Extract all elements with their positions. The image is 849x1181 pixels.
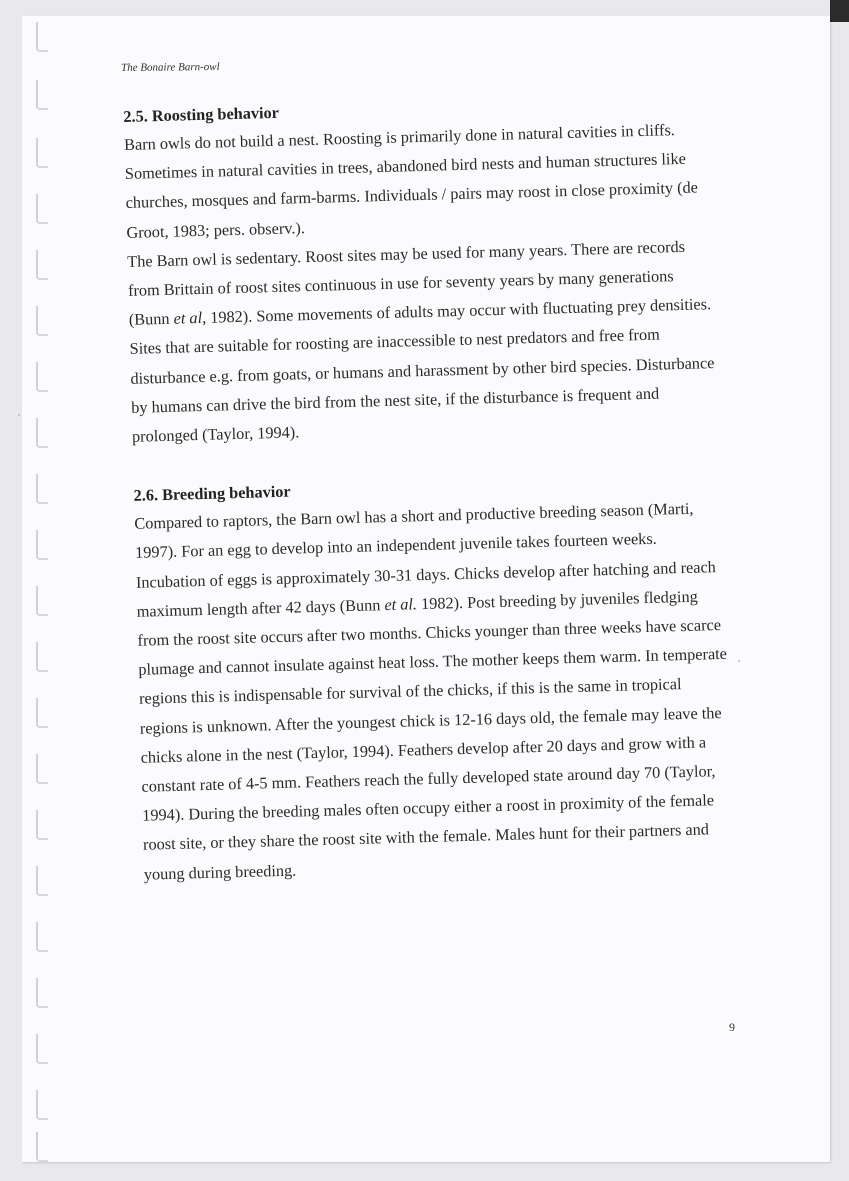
binding-hole — [36, 586, 48, 616]
text-run: , 1982). Some movements of adults may occur with fluctuating prey densities. — [201, 294, 712, 328]
comb-binding-holes — [36, 22, 50, 1162]
scan-speck — [18, 414, 20, 416]
binding-hole — [36, 866, 48, 896]
scan-corner-shadow — [830, 0, 849, 22]
binding-hole — [36, 194, 48, 224]
binding-hole — [36, 1090, 48, 1120]
running-head: The Bonaire Barn-owl — [121, 60, 220, 74]
document-body — [123, 88, 734, 889]
section-heading-roosting: 2.5. Roosting behavior — [123, 102, 280, 126]
text-run: Compared to raptors, the Barn owl has a short and productive breeding season (Marti, 1997). For an egg to develop into an independent juvenile takes fourteen weeks. Incubation of eggs is approximately 30-31 days. Chicks develop after hatching and reach maximum length after 42 days (Bunn — [134, 498, 717, 621]
binding-hole — [36, 642, 48, 672]
text-run: 1982). Post breeding by juveniles fledging from the roost site occurs after two months. Chicks younger than three weeks have scarce plumage and cannot insulate against heat loss. The mother keeps them warm. In temperate regions this is indispensable for survival of the chicks, if this is the same in tropical regions is unknown. After the youngest chick is 12-16 days old, the female may leave the chicks alone in the nest (Taylor, 1994). Feathers develop after 20 days and grow with a constant rate of 4-5 mm. Feathers reach the fully developed state around day 70 (Taylor, 1994). During the breeding males often occupy either a roost in proximity of the female roost site, or they share the roost site with the female. Males hunt for their partners and young during breeding. — [137, 586, 728, 884]
binding-hole — [36, 978, 48, 1008]
binding-hole — [36, 362, 48, 392]
paragraph-roosting-2 — [127, 231, 719, 335]
paragraph-roosting-1: Barn owls do not build a nest. Roosting is primarily done in natural cavities in cliffs. Sometimes in natural cavities in trees, abandoned bird nests and human structures like churches, mosques and farm-barms. Individuals / pairs may roost in close proximity (de Groot, 1983; pers. observ.). — [123, 120, 699, 242]
italic-citation: et al — [173, 308, 203, 328]
binding-hole — [36, 922, 48, 952]
scan-speck — [738, 660, 740, 662]
paragraph-roosting-3: Sites that are suitable for roosting are inaccessible to nest predators and free from disturbance e.g. from goats, or humans and harassment by other bird species. Disturbance by humans can drive the bird from the nest site, if the disturbance is frequent and prolonged (Taylor, 1994). — [129, 324, 715, 446]
binding-hole — [36, 22, 48, 52]
binding-hole — [36, 1132, 48, 1162]
binding-hole — [36, 1034, 48, 1064]
binding-hole — [36, 418, 48, 448]
binding-hole — [36, 138, 48, 168]
italic-citation: et al. — [384, 594, 418, 614]
binding-hole — [36, 80, 48, 110]
binding-hole — [36, 810, 48, 840]
page-number: 9 — [729, 1020, 735, 1034]
text-run: The Barn owl is sedentary. Roost sites may be used for many years. There are records from Brittain of roost sites continuous in use for seventy years by many generations (Bunn — [126, 236, 686, 330]
paragraph-breeding-1 — [134, 493, 734, 888]
section-heading-breeding: 2.6. Breeding behavior — [133, 481, 291, 506]
binding-hole — [36, 530, 48, 560]
binding-hole — [36, 474, 48, 504]
binding-hole — [36, 250, 48, 280]
binding-hole — [36, 698, 48, 728]
binding-hole — [36, 754, 48, 784]
binding-hole — [36, 306, 48, 336]
